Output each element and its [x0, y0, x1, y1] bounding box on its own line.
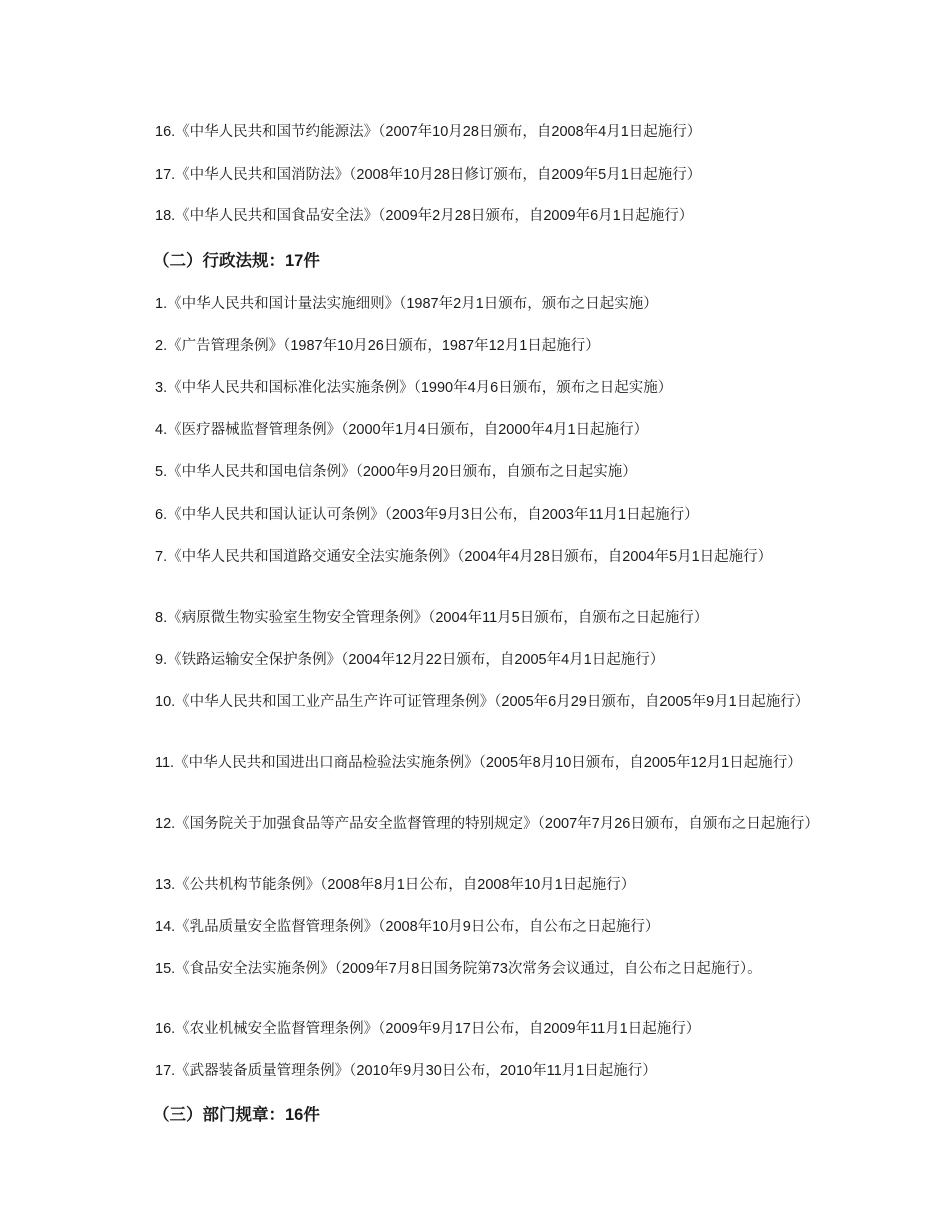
law-item-16: 16.《中华人民共和国节约能源法》（2007年10月28日颁布，自2008年4月1日起施行） [155, 124, 702, 140]
regulation-item-15: 15.《食品安全法实施条例》（2009年7月8日国务院第73次常务会议通过，自公布之日起施行）。 [155, 961, 762, 977]
regulation-item-7: 7.《中华人民共和国道路交通安全法实施条例》（2004年4月28日颁布，自2004年5月1日起施行） [155, 549, 773, 565]
regulation-item-1: 1.《中华人民共和国计量法实施细则》（1987年2月1日颁布，颁布之日起实施） [155, 296, 658, 312]
regulation-item-16: 16.《农业机械安全监督管理条例》（2009年9月17日公布，自2009年11月1日起施行） [155, 1021, 701, 1037]
regulation-item-10: 10.《中华人民共和国工业产品生产许可证管理条例》（2005年6月29日颁布，自2005年9月1日起施行） [155, 694, 810, 710]
regulation-item-5: 5.《中华人民共和国电信条例》（2000年9月20日颁布，自颁布之日起实施） [155, 464, 637, 480]
regulation-item-17: 17.《武器装备质量管理条例》（2010年9月30日公布，2010年11月1日起施行） [155, 1063, 657, 1079]
regulation-item-12: 12.《国务院关于加强食品等产品安全监督管理的特别规定》（2007年7月26日颁布，自颁布之日起施行） [155, 816, 819, 832]
regulation-item-13: 13.《公共机构节能条例》（2008年8月1日公布，自2008年10月1日起施行） [155, 877, 636, 893]
section-heading-departmental-rules: （三）部门规章：16件 [153, 1106, 320, 1124]
regulation-item-14: 14.《乳品质量安全监督管理条例》（2008年10月9日公布，自公布之日起施行） [155, 919, 660, 935]
regulation-item-11: 11.《中华人民共和国进出口商品检验法实施条例》（2005年8月10日颁布，自2005年12月1日起施行） [155, 755, 802, 771]
regulation-item-4: 4.《医疗器械监督管理条例》（2000年1月4日颁布，自2000年4月1日起施行） [155, 422, 649, 438]
regulation-item-8: 8.《病原微生物实验室生物安全管理条例》（2004年11月5日颁布，自颁布之日起施行） [155, 610, 709, 626]
section-heading-administrative-regulations: （二）行政法规：17件 [153, 252, 320, 270]
regulation-item-3: 3.《中华人民共和国标准化法实施条例》（1990年4月6日颁布，颁布之日起实施） [155, 380, 673, 396]
law-item-18: 18.《中华人民共和国食品安全法》（2009年2月28日颁布，自2009年6月1日起施行） [155, 208, 694, 224]
regulation-item-9: 9.《铁路运输安全保护条例》（2004年12月22日颁布，自2005年4月1日起施行） [155, 652, 665, 668]
regulation-item-2: 2.《广告管理条例》（1987年10月26日颁布，1987年12月1日起施行） [155, 338, 600, 354]
law-item-17: 17.《中华人民共和国消防法》（2008年10月28日修订颁布，自2009年5月1日起施行） [155, 167, 702, 183]
regulation-item-6: 6.《中华人民共和国认证认可条例》（2003年9月3日公布，自2003年11月1日起施行） [155, 507, 699, 523]
